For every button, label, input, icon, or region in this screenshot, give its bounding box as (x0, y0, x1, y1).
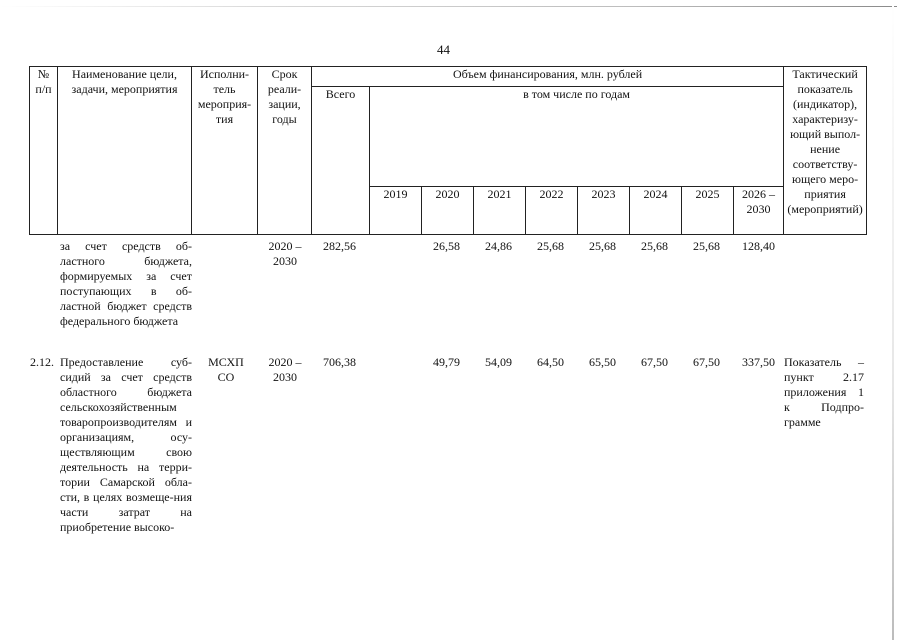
header-year: 2025 (682, 187, 734, 235)
row-indicator: Показатель – пункт 2.17 приложения 1 к Подпро-грамме (784, 355, 864, 429)
row-name: за счет средств об-ластного бюджета, формируемых за счет поступающих в об-ластной бюджет средств федерального бюджета (60, 239, 192, 328)
header-year: 2022 (526, 187, 578, 235)
header-funding: Объем финансирования, млн. рублей (312, 67, 784, 87)
row-value-2020: 26,58 (433, 239, 460, 253)
header-year: 2019 (370, 187, 422, 235)
header-year: 2024 (630, 187, 682, 235)
row-value-2026-2030: 128,40 (742, 239, 775, 253)
row-value-2025: 67,50 (693, 355, 720, 369)
header-year: 2026 – 2030 (734, 187, 784, 235)
table-header (29, 66, 867, 235)
row-value-2024: 25,68 (641, 239, 668, 253)
table-row (0, 239, 897, 349)
header-year: 2023 (578, 187, 630, 235)
header-name: Наименование цели, задачи, мероприятия (58, 67, 192, 235)
row-value-2021: 54,09 (485, 355, 512, 369)
row-term: 2020 – 2030 (268, 239, 302, 268)
header-exec: Исполни-тель мероприя-тия (192, 67, 258, 235)
row-value-2025: 25,68 (693, 239, 720, 253)
row-total: 282,56 (323, 239, 356, 253)
page-number: 44 (437, 42, 450, 57)
row-exec: МСХП СО (208, 355, 244, 384)
header-by-years: в том числе по годам (370, 87, 784, 187)
scan-edge-top (0, 6, 897, 7)
row-value-2023: 65,50 (589, 355, 616, 369)
row-value-2026-2030: 337,50 (742, 355, 775, 369)
row-value-2022: 64,50 (537, 355, 564, 369)
row-value-2024: 67,50 (641, 355, 668, 369)
header-year: 2021 (474, 187, 526, 235)
table-row (0, 355, 897, 585)
header-total: Всего (312, 87, 370, 235)
header-year: 2020 (422, 187, 474, 235)
header-indicator: Тактический показатель (индикатор), характеризу-ющий выпол-нение соответству-ющего меро-приятия (мероприятий) (784, 67, 867, 235)
header-num: № п/п (30, 67, 58, 235)
row-value-2023: 25,68 (589, 239, 616, 253)
row-total: 706,38 (323, 355, 356, 369)
row-name: Предоставление суб-сидий за счет средств областного бюджета сельскохозяйственным товаропроизводителям и организациям, осу-ществляющим свою деятельность на терри-тории Самарской обла-сти, в целях возмеще-ния части затрат на приобретение высоко- (60, 355, 192, 534)
header-term: Срок реали-зации, годы (258, 67, 312, 235)
row-value-2021: 24,86 (485, 239, 512, 253)
row-num: 2.12. (30, 355, 54, 369)
row-value-2022: 25,68 (537, 239, 564, 253)
row-value-2020: 49,79 (433, 355, 460, 369)
row-term: 2020 – 2030 (268, 355, 302, 384)
